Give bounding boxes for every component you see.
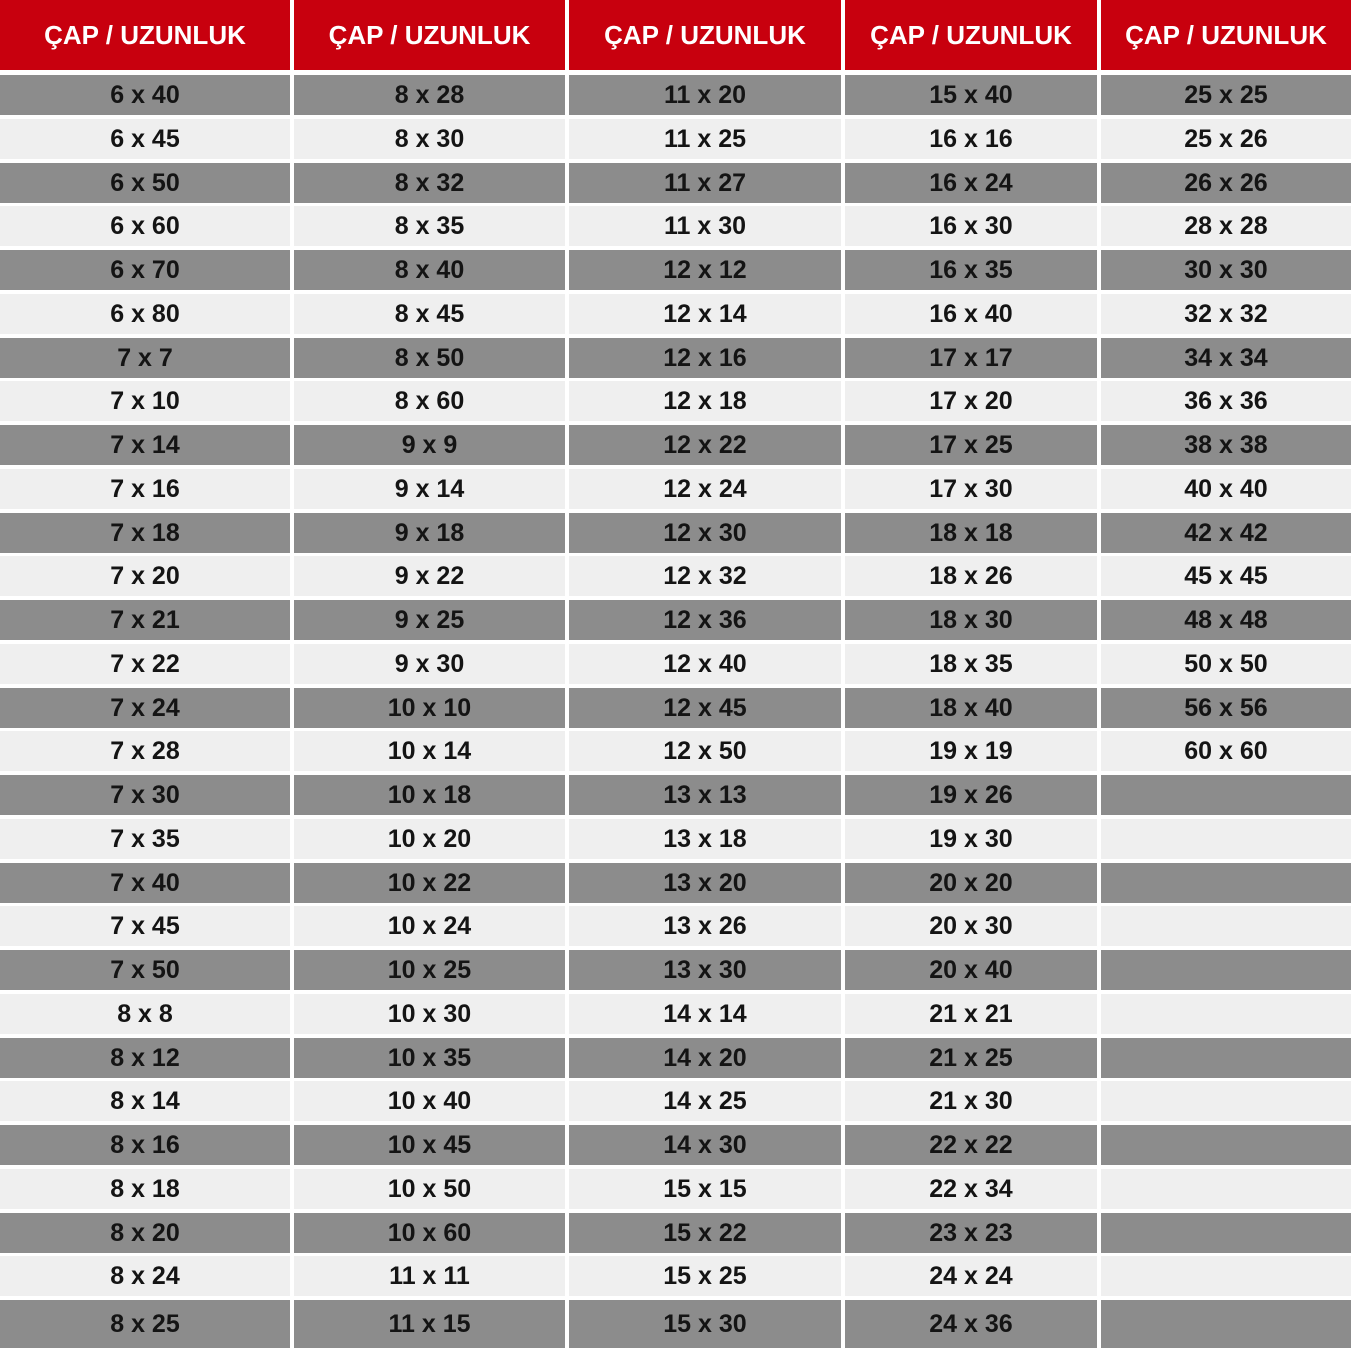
size-cell: 15 x 15 [569,1169,841,1209]
size-cell: 11 x 30 [569,206,841,246]
size-cell [1101,819,1351,859]
size-column [1101,0,1351,1352]
size-cell: 14 x 20 [569,1038,841,1078]
size-cell: 8 x 60 [294,381,565,421]
size-cell: 21 x 25 [845,1038,1097,1078]
size-cell: 30 x 30 [1101,250,1351,290]
size-cell: 16 x 35 [845,250,1097,290]
size-cell: 45 x 45 [1101,556,1351,596]
size-cell: 8 x 16 [0,1125,290,1165]
size-cell [1101,1038,1351,1078]
size-cell: 9 x 30 [294,644,565,684]
size-cell: 8 x 50 [294,338,565,378]
size-column [0,0,290,1352]
size-cell: 11 x 20 [569,75,841,115]
size-cell: 26 x 26 [1101,163,1351,203]
size-cell: 8 x 32 [294,163,565,203]
size-cell: 13 x 30 [569,950,841,990]
size-cell: 6 x 45 [0,119,290,159]
size-cell: 12 x 32 [569,556,841,596]
size-cell [1101,906,1351,946]
size-cell [1101,1081,1351,1121]
size-cell [1101,1213,1351,1253]
size-cell: 7 x 16 [0,469,290,509]
size-cell: 10 x 18 [294,775,565,815]
size-cell: 6 x 70 [0,250,290,290]
size-cell: 6 x 50 [0,163,290,203]
size-cell: 12 x 18 [569,381,841,421]
column-header: ÇAP / UZUNLUK [569,0,841,70]
size-cell: 36 x 36 [1101,381,1351,421]
size-cell: 7 x 30 [0,775,290,815]
size-cell: 13 x 20 [569,863,841,903]
size-cell: 14 x 30 [569,1125,841,1165]
size-cell: 8 x 25 [0,1300,290,1348]
size-cell [1101,863,1351,903]
size-cell: 16 x 30 [845,206,1097,246]
size-cell: 13 x 13 [569,775,841,815]
size-cell: 9 x 22 [294,556,565,596]
size-cell: 10 x 24 [294,906,565,946]
size-cell: 50 x 50 [1101,644,1351,684]
size-cell: 12 x 30 [569,513,841,553]
size-cell: 40 x 40 [1101,469,1351,509]
size-cell: 17 x 25 [845,425,1097,465]
size-cell: 13 x 18 [569,819,841,859]
size-cell [1101,950,1351,990]
size-cell: 17 x 30 [845,469,1097,509]
size-cell: 25 x 26 [1101,119,1351,159]
size-cell: 7 x 10 [0,381,290,421]
size-cell: 10 x 40 [294,1081,565,1121]
size-cell: 11 x 11 [294,1256,565,1296]
size-cell: 8 x 24 [0,1256,290,1296]
size-cell: 7 x 21 [0,600,290,640]
size-cell: 7 x 40 [0,863,290,903]
size-cell: 20 x 20 [845,863,1097,903]
size-cell: 7 x 50 [0,950,290,990]
size-cell: 9 x 25 [294,600,565,640]
size-cell: 8 x 30 [294,119,565,159]
size-cell: 14 x 14 [569,994,841,1034]
size-cell: 10 x 20 [294,819,565,859]
size-cell: 32 x 32 [1101,294,1351,334]
size-cell: 11 x 15 [294,1300,565,1348]
size-cell: 42 x 42 [1101,513,1351,553]
size-cell: 7 x 45 [0,906,290,946]
size-column [294,0,565,1352]
size-cell: 7 x 24 [0,688,290,728]
size-cell: 17 x 20 [845,381,1097,421]
size-cell [1101,1169,1351,1209]
size-cell: 34 x 34 [1101,338,1351,378]
size-cell: 17 x 17 [845,338,1097,378]
size-cell: 18 x 18 [845,513,1097,553]
size-cell: 10 x 60 [294,1213,565,1253]
size-cell: 38 x 38 [1101,425,1351,465]
size-cell: 60 x 60 [1101,731,1351,771]
size-cell: 15 x 25 [569,1256,841,1296]
size-cell: 8 x 45 [294,294,565,334]
size-cell: 56 x 56 [1101,688,1351,728]
size-cell: 10 x 50 [294,1169,565,1209]
size-cell: 18 x 26 [845,556,1097,596]
size-cell: 18 x 30 [845,600,1097,640]
size-cell: 7 x 28 [0,731,290,771]
size-cell: 12 x 24 [569,469,841,509]
size-cell: 12 x 36 [569,600,841,640]
size-cell: 6 x 80 [0,294,290,334]
size-cell: 8 x 8 [0,994,290,1034]
column-header: ÇAP / UZUNLUK [0,0,290,70]
size-cell: 48 x 48 [1101,600,1351,640]
column-header: ÇAP / UZUNLUK [845,0,1097,70]
size-cell: 18 x 35 [845,644,1097,684]
size-cell: 16 x 40 [845,294,1097,334]
size-cell: 21 x 21 [845,994,1097,1034]
size-cell: 6 x 40 [0,75,290,115]
size-cell: 19 x 26 [845,775,1097,815]
size-cell: 22 x 22 [845,1125,1097,1165]
size-cell: 8 x 28 [294,75,565,115]
size-cell: 7 x 35 [0,819,290,859]
size-cell: 7 x 7 [0,338,290,378]
size-cell: 8 x 40 [294,250,565,290]
size-cell: 19 x 30 [845,819,1097,859]
size-cell: 8 x 12 [0,1038,290,1078]
size-cell: 16 x 16 [845,119,1097,159]
size-cell [1101,994,1351,1034]
size-cell: 10 x 10 [294,688,565,728]
size-cell: 10 x 14 [294,731,565,771]
size-cell: 10 x 45 [294,1125,565,1165]
size-cell: 28 x 28 [1101,206,1351,246]
size-cell [1101,775,1351,815]
column-header: ÇAP / UZUNLUK [294,0,565,70]
size-cell: 19 x 19 [845,731,1097,771]
size-cell [1101,1256,1351,1296]
size-column [569,0,841,1352]
size-cell: 24 x 24 [845,1256,1097,1296]
size-cell [1101,1300,1351,1348]
size-cell: 11 x 27 [569,163,841,203]
size-cell: 6 x 60 [0,206,290,246]
size-cell: 7 x 20 [0,556,290,596]
size-cell: 14 x 25 [569,1081,841,1121]
size-cell: 7 x 14 [0,425,290,465]
size-cell: 10 x 30 [294,994,565,1034]
size-cell: 11 x 25 [569,119,841,159]
size-cell: 12 x 16 [569,338,841,378]
size-cell: 10 x 22 [294,863,565,903]
size-cell: 15 x 40 [845,75,1097,115]
size-cell: 7 x 18 [0,513,290,553]
size-cell: 24 x 36 [845,1300,1097,1348]
size-cell: 8 x 20 [0,1213,290,1253]
size-cell: 13 x 26 [569,906,841,946]
size-cell: 10 x 35 [294,1038,565,1078]
size-cell: 8 x 18 [0,1169,290,1209]
size-cell: 15 x 22 [569,1213,841,1253]
size-cell: 7 x 22 [0,644,290,684]
size-cell: 23 x 23 [845,1213,1097,1253]
size-cell: 12 x 40 [569,644,841,684]
size-cell: 22 x 34 [845,1169,1097,1209]
size-cell: 25 x 25 [1101,75,1351,115]
size-cell: 8 x 14 [0,1081,290,1121]
size-cell: 20 x 40 [845,950,1097,990]
size-cell: 9 x 18 [294,513,565,553]
size-cell: 10 x 25 [294,950,565,990]
size-cell: 8 x 35 [294,206,565,246]
size-cell: 20 x 30 [845,906,1097,946]
size-cell: 9 x 14 [294,469,565,509]
column-header: ÇAP / UZUNLUK [1101,0,1351,70]
size-cell: 15 x 30 [569,1300,841,1348]
size-cell: 12 x 45 [569,688,841,728]
size-cell: 12 x 12 [569,250,841,290]
size-cell: 12 x 22 [569,425,841,465]
size-cell [1101,1125,1351,1165]
size-cell: 16 x 24 [845,163,1097,203]
size-cell: 12 x 14 [569,294,841,334]
size-cell: 18 x 40 [845,688,1097,728]
size-cell: 9 x 9 [294,425,565,465]
size-cell: 12 x 50 [569,731,841,771]
size-cell: 21 x 30 [845,1081,1097,1121]
size-column [845,0,1097,1352]
